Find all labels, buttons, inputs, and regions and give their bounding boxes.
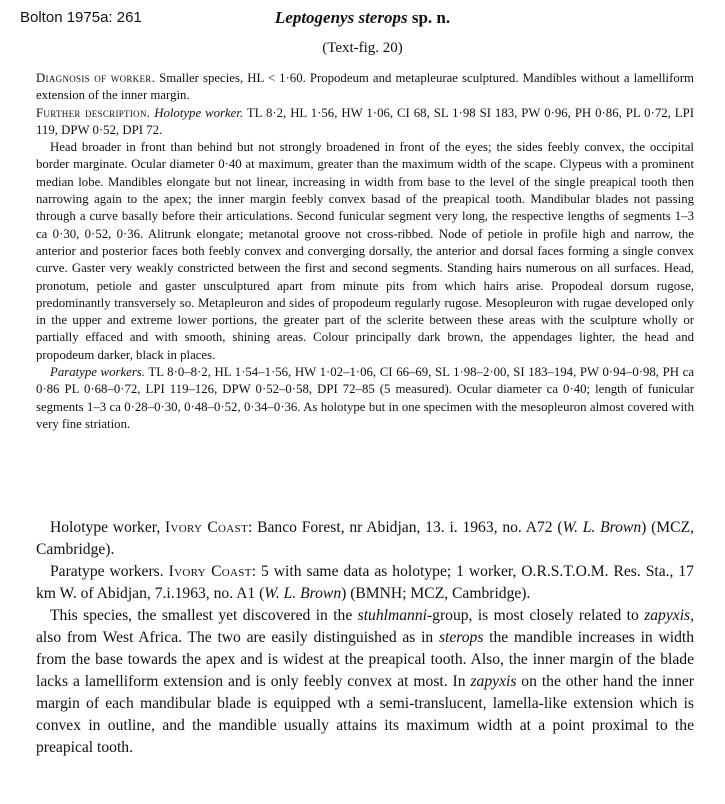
paratypes-locality: : 5 with same data as holotype; 1 worker, O.R.S.T.O.M. Res. Sta., 17 km W. of Abidjan, 7.i.1963, no. A1 ( bbox=[36, 563, 694, 602]
discussion-text-2: -group, is most closely related to bbox=[426, 607, 645, 624]
further-description-heading: Further description. bbox=[36, 105, 151, 120]
diagnosis-heading: Diagnosis of worker. bbox=[36, 71, 156, 85]
paratypes-country: Ivory Coast bbox=[168, 563, 252, 580]
species-name: Leptogenys sterops bbox=[274, 8, 408, 27]
species-group-name: stuhlmanni bbox=[357, 607, 427, 624]
holotype-collector: W. L. Brown bbox=[562, 519, 642, 536]
discussion-text-5: on the other hand the inner margin of each mandibular blade is equipped wth a semi-translucent, lamella-like extension which is convex in outline, and the mandible usually attains its maximum width at a point proximal to the preapical tooth. bbox=[36, 673, 694, 756]
holotype-worker-label: Holotype worker. bbox=[154, 105, 244, 120]
figure-reference: (Text-fig. 20) bbox=[322, 40, 403, 56]
paratypes-paragraph bbox=[36, 561, 694, 605]
species-status: sp. n. bbox=[407, 8, 451, 27]
discussion-text-1: This species, the smallest yet discovered in the bbox=[50, 607, 358, 624]
morphology-paragraph: Head broader in front than behind but not strongly broadened in front of the eyes; the sides feebly convex, the occipital border marginate. Ocular diameter 0·40 at maximum, greater than the maximum width of the scape. Clypeus with a prominent median lobe. Mandibles elongate but not linear, increasing in width from base to the level of the single preapical tooth then narrowing again to the apex; the inner margin feebly convex basad of the preapical tooth. Mandibular blades not passing through a curve basally before their articulations. Second funicular segment very long, the respective lengths of segments 1–3 ca 0·30, 0·52, 0·36. Alitrunk elongate; metanotal groove not cross-ribbed. Node of petiole in profile high and narrow, the anterior and posterior faces both feebly convex and converging dorsally, the anterior and dorsal faces forming a single convex curve. Gaster very weakly constricted between the first and second segments. Standing hairs numerous on all surfaces. Head, pronotum, petiole and gaster unsculptured apart from minute pits from which hairs arise. Propodeal dorsum rugose, predominantly transversely so. Metapleuron and sides of propodeum regularly rugose. Mesopleuron with rugae developed only in the upper and extreme lower portions, the greater part of the sclerite between these areas with the sculpture wholly or partially effaced and with smooth, shining areas. Colour principally dark brown, the appendages lighter, the head and propodeum darker, black in places. bbox=[36, 140, 694, 362]
related-species-name: zapyxis bbox=[644, 607, 691, 624]
holotype-locality: : Banco Forest, nr Abidjan, 13. i. 1963, no. A72 ( bbox=[248, 519, 563, 536]
material-and-discussion bbox=[36, 517, 694, 759]
diagnosis-text: Smaller species, HL < 1·60. Propodeum and metapleurae sculptured. Mandibles without a lamelliform extension of the inner margin. bbox=[36, 71, 694, 103]
paratype-measurements: TL 8·0–8·2, HL 1·54–1·56, HW 1·02–1·06, CI 66–69, SL 1·98–2·00, SI 183–194, PW 0·94–0·98, PH ca 0·86 PL 0·68–0·72, LPI 119–126, DPW 0·52–0·58, DPI 72–85 (5 measured). Ocular diameter ca 0·40; length of funicular segments 1–3 ca 0·28–0·30, 0·48–0·52, 0·34–0·36. As holotype but in one specimen with the mesopleuron almost covered with very fine striation. bbox=[36, 365, 694, 431]
discussion-text-4: the mandible increases in width from the base towards the apex and is widest at the preapical tooth. Also, the inner margin of the blade lacks a lamelliform extension and is only feebly convex at most. In bbox=[36, 629, 694, 690]
paratype-workers-label: Paratype workers. bbox=[50, 365, 145, 380]
further-description-paragraph bbox=[36, 105, 694, 140]
holotype-country: Ivory Coast bbox=[165, 519, 248, 536]
paratypes-depository: ) (BMNH; MCZ, Cambridge). bbox=[341, 585, 531, 602]
paratype-description-paragraph bbox=[36, 364, 694, 433]
species-title bbox=[0, 8, 725, 28]
citation: Bolton 1975a: 261 bbox=[20, 9, 142, 26]
related-species-name-2: zapyxis bbox=[470, 673, 517, 690]
holotype-paragraph bbox=[36, 517, 694, 561]
description-block bbox=[36, 70, 694, 433]
discussion-text-3: , also from West Africa. The two are easily distinguished as in bbox=[36, 607, 694, 646]
holotype-lead: Holotype worker, bbox=[50, 519, 166, 536]
holotype-depository: ) (MCZ, Cambridge). bbox=[36, 519, 694, 558]
paratypes-collector: W. L. Brown bbox=[264, 585, 342, 602]
paratypes-lead: Paratype workers. bbox=[50, 563, 169, 580]
holotype-measurements: TL 8·2, HL 1·56, HW 1·06, CI 68, SL 1·98 SI 183, PW 0·96, PH 0·86, PL 0·72, LPI 119, DPW 0·52, DPI 72. bbox=[36, 105, 694, 137]
species-name-inline: sterops bbox=[438, 629, 484, 646]
discussion-paragraph bbox=[36, 605, 694, 759]
diagnosis-paragraph bbox=[36, 70, 694, 105]
